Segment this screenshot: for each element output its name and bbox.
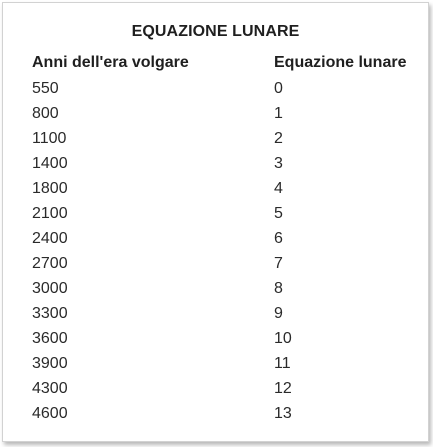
table-row bbox=[32, 76, 427, 101]
cell-equation: 13 bbox=[274, 404, 292, 422]
table-row bbox=[32, 401, 427, 426]
cell-equation: 10 bbox=[274, 329, 292, 347]
table-row bbox=[32, 251, 427, 276]
table-row bbox=[32, 351, 427, 376]
cell-year: 550 bbox=[32, 79, 59, 97]
cell-equation: 5 bbox=[274, 204, 283, 222]
table-header-row bbox=[32, 52, 427, 74]
cell-year: 4300 bbox=[32, 379, 68, 397]
cell-year: 2400 bbox=[32, 229, 68, 247]
table-row bbox=[32, 176, 427, 201]
table-row bbox=[32, 126, 427, 151]
table-row bbox=[32, 301, 427, 326]
cell-equation: 0 bbox=[274, 79, 283, 97]
table-row bbox=[32, 226, 427, 251]
table-card bbox=[2, 2, 429, 442]
table-row bbox=[32, 101, 427, 126]
cell-year: 800 bbox=[32, 104, 59, 122]
cell-year: 3000 bbox=[32, 279, 68, 297]
table-row bbox=[32, 151, 427, 176]
table-title: EQUAZIONE LUNARE bbox=[131, 23, 300, 40]
cell-equation: 3 bbox=[274, 154, 283, 172]
cell-equation: 12 bbox=[274, 379, 292, 397]
table-row bbox=[32, 201, 427, 226]
cell-year: 2100 bbox=[32, 204, 68, 222]
table-body bbox=[32, 76, 427, 426]
cell-year: 2700 bbox=[32, 254, 68, 272]
cell-year: 3600 bbox=[32, 329, 68, 347]
cell-year: 1800 bbox=[32, 179, 68, 197]
cell-equation: 1 bbox=[274, 104, 283, 122]
cell-year: 3300 bbox=[32, 304, 68, 322]
cell-equation: 8 bbox=[274, 279, 283, 297]
table-row bbox=[32, 376, 427, 401]
cell-year: 3900 bbox=[32, 354, 68, 372]
column-header-equation: Equazione lunare bbox=[274, 54, 407, 71]
cell-equation: 2 bbox=[274, 129, 283, 147]
data-table bbox=[32, 52, 427, 426]
cell-equation: 9 bbox=[274, 304, 283, 322]
table-row bbox=[32, 276, 427, 301]
cell-equation: 4 bbox=[274, 179, 283, 197]
table-row bbox=[32, 326, 427, 351]
cell-equation: 6 bbox=[274, 229, 283, 247]
cell-year: 1400 bbox=[32, 154, 68, 172]
cell-year: 1100 bbox=[32, 129, 67, 147]
cell-equation: 7 bbox=[274, 254, 283, 272]
cell-equation: 11 bbox=[274, 354, 291, 372]
cell-year: 4600 bbox=[32, 404, 68, 422]
column-header-years: Anni dell'era volgare bbox=[32, 54, 189, 71]
